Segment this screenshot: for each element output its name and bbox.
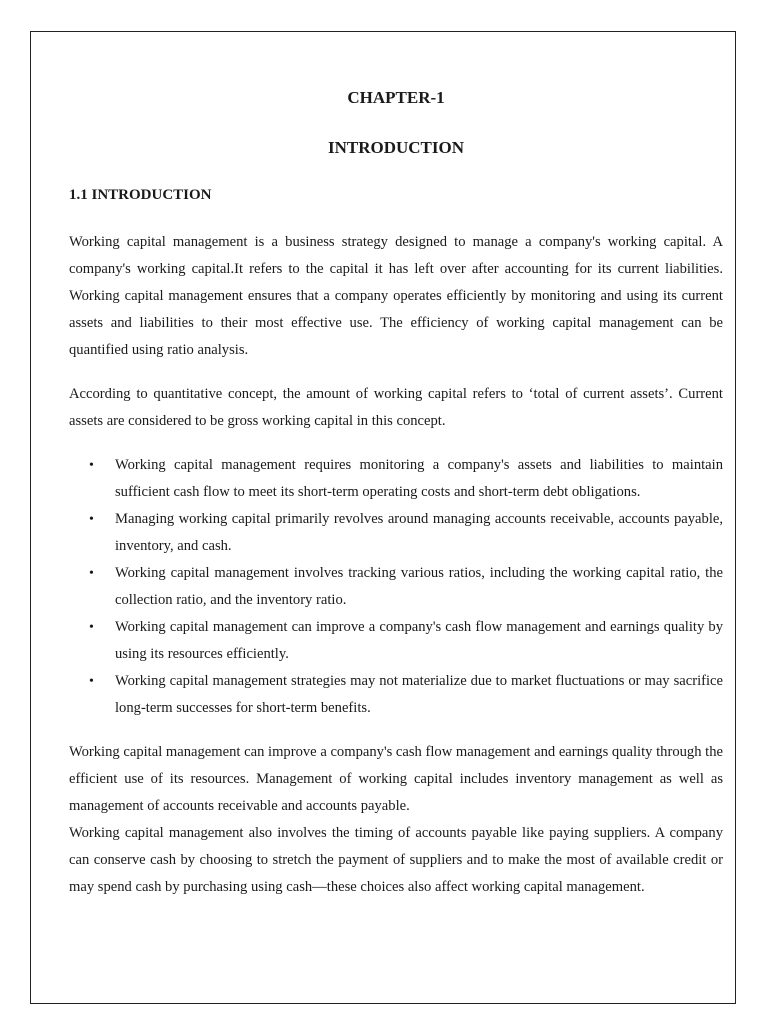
paragraph-2: According to quantitative concept, the amount of working capital refers to ‘total of current assets’. Current assets are considered to be gross working capital in this concept.	[69, 386, 723, 429]
list-item-text: Working capital management involves tracking various ratios, including the working capital ratio, the collection ratio, and the inventory ratio.	[115, 565, 723, 608]
paragraph-4: Working capital management also involves the timing of accounts payable like paying suppliers. A company can conserve cash by choosing to stretch the payment of suppliers and to make the most of available credit or may spend cash by purchasing using cash—these choices also affect working capital management.	[69, 825, 723, 895]
chapter-title: INTRODUCTION	[327, 138, 465, 157]
list-item-text: Working capital management requires monitoring a company's assets and liabilities to maintain sufficient cash flow to meet its short-term operating costs and short-term debt obligations.	[115, 457, 723, 500]
list-item-text: Managing working capital primarily revolves around managing accounts receivable, accounts payable, inventory, and cash.	[115, 511, 723, 554]
bullet-icon: •	[89, 566, 94, 581]
list-item	[69, 452, 723, 506]
section-heading: 1.1 INTRODUCTION	[69, 187, 212, 203]
list-item	[69, 614, 723, 668]
bullet-icon: •	[89, 512, 94, 527]
list-item	[69, 506, 723, 560]
paragraph-3: Working capital management can improve a company's cash flow management and earnings quality through the efficient use of its resources. Management of working capital includes inventory management as well as management of accounts receivable and accounts payable.	[69, 744, 723, 814]
bullet-list	[69, 452, 723, 722]
document-body	[69, 86, 723, 901]
list-item	[69, 560, 723, 614]
bullet-icon: •	[89, 620, 94, 635]
list-item	[69, 668, 723, 722]
list-item-text: Working capital management can improve a company's cash flow management and earnings quality by using its resources efficiently.	[115, 619, 723, 662]
list-item-text: Working capital management strategies may not materialize due to market fluctuations or may sacrifice long-term successes for short-term benefits.	[115, 673, 723, 716]
chapter-label: CHAPTER-1	[347, 88, 445, 107]
bullet-icon: •	[89, 674, 94, 689]
paragraph-1: Working capital management is a business strategy designed to manage a company's working capital. A company's working capital.It refers to the capital it has left over after accounting for its current liabilities. Working capital management ensures that a company operates efficiently by monitoring and using its current assets and liabilities to their most effective use. The efficiency of working capital management can be quantified using ratio analysis.	[69, 234, 723, 358]
bullet-icon: •	[89, 458, 94, 473]
